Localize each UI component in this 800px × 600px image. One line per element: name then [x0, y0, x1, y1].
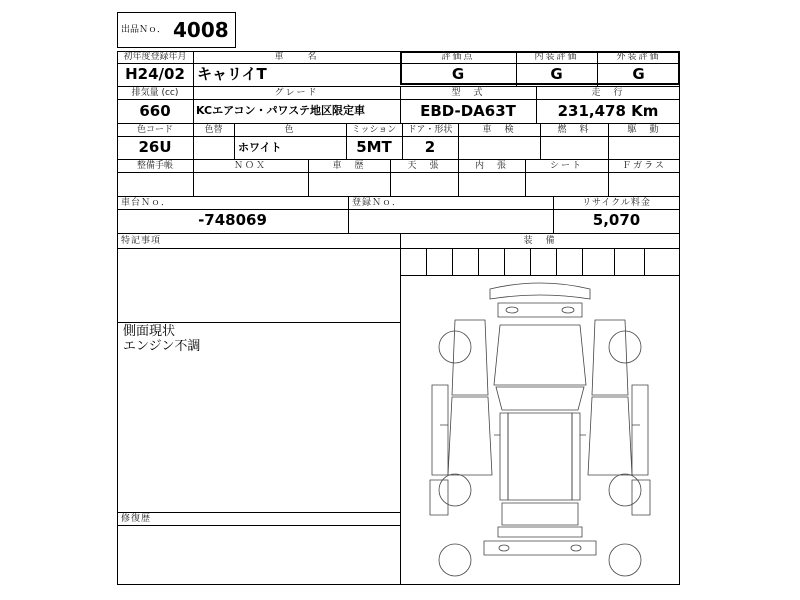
- color-code: 26U: [138, 138, 172, 156]
- car-name: キャリイT: [197, 65, 267, 83]
- fuel-label: 燃 料: [557, 125, 591, 135]
- mission: 5MT: [356, 138, 392, 156]
- color-change-label: 色替: [204, 125, 223, 135]
- grade: KCエアコン・パワステ地区限定車: [196, 104, 366, 117]
- special-notes-label: 特記事項: [121, 236, 162, 246]
- nox-label: ＮＯＸ: [233, 161, 267, 171]
- color-code-label: 色コード: [136, 125, 173, 135]
- recycle-fee: 5,070: [592, 211, 641, 229]
- registration-number-label: 登録Ｎｏ．: [352, 198, 403, 208]
- car-history-label: 車 歴: [332, 161, 366, 171]
- interior-trim-label: 内 張: [474, 161, 508, 171]
- score: G: [451, 65, 465, 83]
- exterior-rating-label: 外装評価: [616, 52, 661, 62]
- model-label: 型 式: [451, 88, 485, 98]
- remark-engine-issue: エンジン不調: [123, 339, 201, 354]
- chassis-number-label: 車台Ｎｏ．: [121, 198, 172, 208]
- first-registration: H24/02: [125, 65, 185, 83]
- front-glass-label: Ｆガラス: [622, 161, 666, 171]
- door-count: 2: [424, 138, 436, 156]
- equipment-label: 装 備: [523, 236, 557, 246]
- drive-label: 駆 動: [627, 125, 661, 135]
- chassis-number: -748069: [198, 211, 267, 229]
- vehicle-diagram: [400, 275, 680, 585]
- inspection-label: 車 検: [482, 125, 516, 135]
- door-shape-label: ドア・形状: [407, 125, 453, 135]
- grade-label: グレード: [274, 88, 319, 98]
- color: ホワイト: [238, 141, 282, 154]
- repair-history-label: 修復歴: [121, 514, 152, 524]
- displacement-label: 排気量 (cc): [131, 88, 179, 98]
- interior-rating: G: [550, 65, 563, 83]
- score-label: 評価点: [441, 52, 475, 62]
- remark-side-condition: 側面現状: [123, 324, 176, 339]
- car-name-label: 車 名: [274, 52, 319, 62]
- interior-rating-label: 内装評価: [534, 52, 579, 62]
- seat-label: シート: [549, 161, 583, 171]
- lot-number-label: 出品Ｎｏ．: [121, 25, 167, 35]
- mileage: 231,478 Km: [557, 102, 659, 120]
- displacement: 660: [139, 102, 171, 120]
- model-code: EBD-DA63T: [420, 102, 516, 120]
- exterior-rating: G: [632, 65, 645, 83]
- headliner-label: 天 張: [407, 161, 441, 171]
- mileage-label: 走 行: [591, 88, 625, 98]
- lot-number: 4008: [173, 18, 229, 42]
- first-registration-label: 初年度登録年月: [123, 52, 187, 62]
- color-label: 色: [284, 125, 296, 135]
- recycle-fee-label: リサイクル料金: [582, 198, 651, 208]
- mission-label: ミッション: [351, 125, 397, 135]
- maintenance-record-label: 整備手帳: [136, 161, 173, 171]
